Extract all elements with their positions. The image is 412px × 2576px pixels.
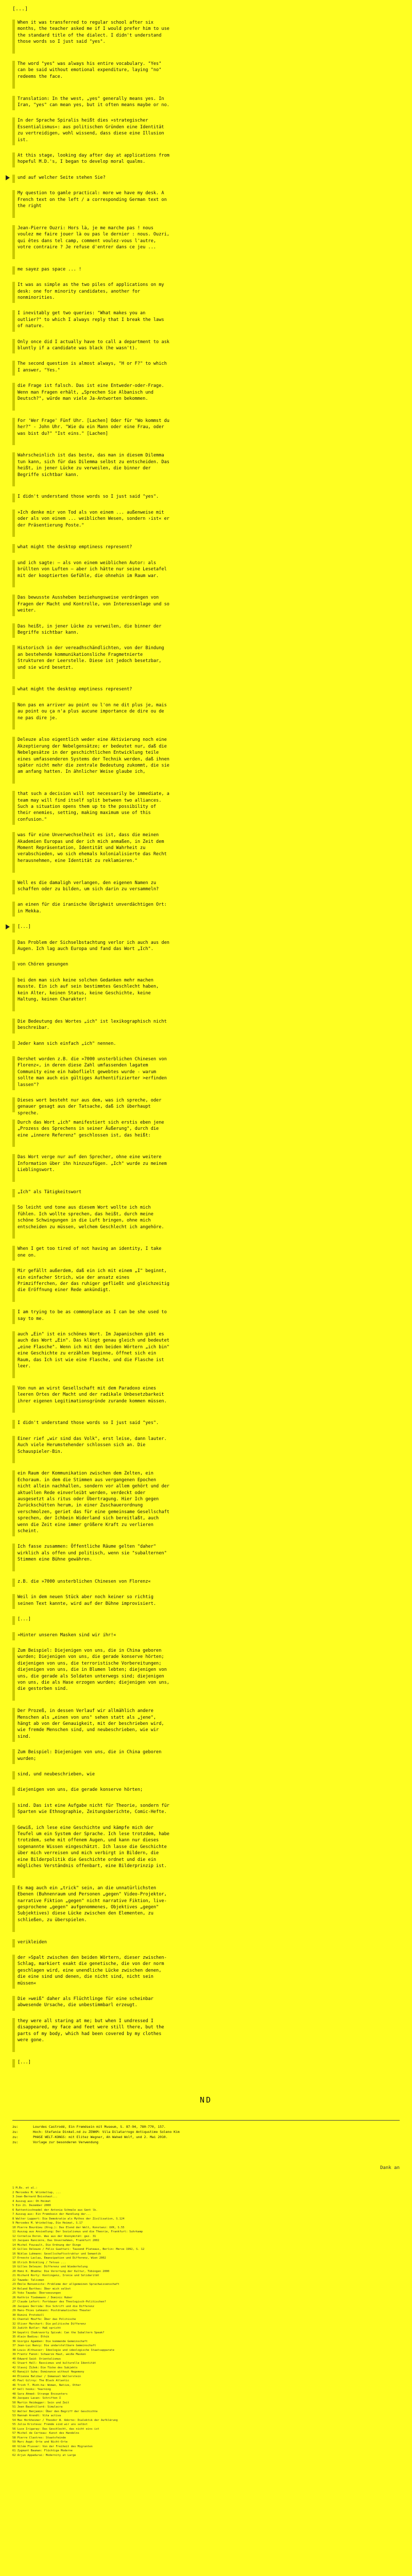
paragraph-margin-bar (12, 225, 15, 259)
endnote-entry: 4 Auszug aus: Oh Heimat (12, 2199, 51, 2203)
text-paragraph (12, 1309, 172, 1324)
paragraph-text: When I get too tired of not having an identity, I take one on. (18, 1246, 164, 1258)
paragraph-margin-bar (12, 1331, 15, 1378)
text-paragraph (12, 595, 172, 616)
paragraph-margin-bar (12, 61, 15, 89)
footer-row-key: zu: (12, 2140, 19, 2145)
text-paragraph (12, 190, 172, 218)
endnote-entry: 11 Auszug aus Ansiedlung: Der Sozialismus und die Theorie, Frankfurt: Suhrkamp (12, 2230, 143, 2234)
paragraph-text: an einen für die iranische Übrigkeit unverdächtigen Ort: in Mekka. (18, 902, 169, 914)
text-paragraph (12, 1019, 172, 1033)
endnote-entry: 13 Jacques Rancière, Das Unvernehmen, Frankfurt 2002 (12, 2239, 99, 2243)
endnote-entry: 17 Ernesto Laclau, Emanzipation und Differenz, Wien 2002 (12, 2257, 106, 2260)
text-paragraph (12, 1996, 172, 2011)
paragraph-text: Das heißt, in jener Lücke zu verweilen, die binner der Begriffe sichtbar kann. (18, 623, 164, 635)
paragraph-margin-bar (12, 940, 15, 955)
paragraph-margin-bar (12, 96, 15, 111)
paragraph-text: Jeder kann sich einfach „ich" nennen. (18, 1041, 116, 1046)
endnote-entry: 28 Jacques Derrida: Die Schrift und die Differenz (12, 2304, 95, 2308)
paragraph-margin-bar (12, 1616, 15, 1624)
text-paragraph (12, 20, 172, 54)
endnote-entry: 33 Judith Butler: Haß spricht (12, 2327, 61, 2330)
footer-row-key: zu: (12, 2125, 19, 2129)
paragraph-text: that such a decision will not necessarily be immediate, a team may will find itself split between two alliances. Such a situation opens them up to the possibility of their enemies, setting, making maximum use of this confusion." (18, 791, 173, 822)
text-paragraph (12, 117, 172, 145)
paragraph-margin-bar (12, 924, 15, 932)
paragraph-text: So leicht und tone aus diesem Wort wollte ich mich fühlen. Ich wollte sprechen, das heißt, durch meine schöne Schwingungen in die Luft bringen, ohne mich entscheiden zu müssen, welchem Geschlecht ich angehöre. (18, 1205, 164, 1230)
paragraph-margin-bar (12, 1544, 15, 1571)
text-paragraph (12, 1632, 172, 1640)
text-paragraph (12, 1955, 172, 1989)
endnote-entry: 45 Paul Gilroy: The Black Atlantic (12, 2379, 70, 2383)
paragraph-margin-bar (12, 1771, 15, 1780)
paragraph-text: Es mag auch ein „trick" sein, an die unnatürlichsten Ebenen (Buhnenraum und Personen „gegen" Video-Projektor, narrative Fiktion „gegen" nicht narrative Fiktion, live-gesprochene „gegen" aufgenommenes, Objektives „gegen" Subjektives) diese Lücke zwischen den Elementen, zu schließen, zu überspielen. (18, 1885, 169, 1923)
text-paragraph (12, 1544, 172, 1571)
paragraph-margin-bar (12, 152, 15, 167)
endnote-entry: 50 Martin Heidegger: Sein und Zeit (12, 2401, 70, 2404)
text-paragraph (12, 383, 172, 411)
text-paragraph (12, 418, 172, 446)
paragraph-margin-bar (12, 310, 15, 331)
endnote-entry: 41 Stuart Hall: Rassismus und kulturelle Identität (12, 2362, 96, 2365)
paragraph-text: It was as simple as the two piles of applications on my desk: one for minority candidates, another for nonminorities. (18, 282, 167, 300)
endnote-entry: 2 Mercedes M. Wrinkeltap, ... (12, 2191, 61, 2194)
footer-row (12, 2140, 400, 2145)
endnote-entry: 62 Arjun Appadurai: Modernity at Large (12, 2453, 76, 2457)
endnote-entry: 44 Étienne Balibar / Immanuel Wallerstein (12, 2375, 81, 2378)
endnote-entry: 19 Gilles Deleuze: Differenz und Wiederholung (12, 2265, 88, 2269)
endnote-entry: 53 Hannah Arendt: Vita activa (12, 2414, 61, 2418)
text-paragraph (12, 1041, 172, 1049)
text-paragraph (12, 1120, 172, 1147)
paragraph-margin-bar (12, 1154, 15, 1182)
text-paragraph (12, 1056, 172, 1090)
endnote-entry: 7 Auszug aus: Ein Fremdsein der Handlung der... (12, 2213, 91, 2216)
paragraph-margin-bar (12, 977, 15, 1011)
footer-row (12, 2124, 400, 2129)
text-paragraph (12, 361, 172, 376)
paragraph-text: Deleuze also eigentlich weder eine Aktivierung noch eine Akzeptierung der Nebelgensätze; er bedeutet nur, daß die Nebelgesätze in der geschichtlichen Entwicklung teile eines umfassenderen Systems der Technik werden, daß ihnen später nicht mehr die zentrale Bedeutung zukommt, die sie am anfang hatten. In ähnlicher Weise glaube ich, (18, 737, 173, 775)
paragraph-text: Zum Beispiel: Diejenigen von uns, die in China geboren wurden; (18, 1750, 164, 1761)
text-paragraph (12, 1331, 172, 1378)
text-paragraph (12, 1470, 172, 1536)
paragraph-text: they were all staring at me; but when I undressed I disappeared, my face and feet were still there, but the parts of my body, which had been covered by my clothes were gone. (18, 2018, 167, 2043)
paragraph-margin-bar (12, 282, 15, 303)
footer-divider (12, 2120, 400, 2121)
endnote-entry: 32 Oliver Marchart: Die politische Differenz (12, 2322, 86, 2326)
endnote-entry: 43 Ranajit Guha: Dominance without Hegemony (12, 2370, 84, 2374)
text-paragraph (12, 940, 172, 955)
paragraph-text: z.B. die »7000 unsterblichen Chinesen von Florenz« (18, 1579, 151, 1584)
bracket-marker: [...] (12, 6, 28, 12)
endnote-entry: 25 Yoko Tawada: Überseezungen (12, 2292, 61, 2295)
paragraph-margin-bar (12, 1825, 15, 1878)
paragraph-text: bei den man sich keine solchen Gedanken mehr machen musste. Ein ich auf sein bestimmtes Geschlecht haben, kein Alter, keinen Status, keine Geschichte, keine Haltung, keinen Charakter! (18, 977, 162, 1003)
paragraph-text: Historisch in der vereadhschändlichten, von der Bindung an bestehende kommunikationsliche Fragmetnierte Strukturen der Leerstelle. Diese ist jedoch besetzbar, und sie wird besetzt. (18, 646, 167, 670)
endnote-entry: 49 Jacques Lacan: Schriften I (12, 2397, 61, 2400)
endnote-entry: 46 Trinh T. Minh-ha: Woman, Native, Other (12, 2383, 81, 2387)
endnote-entry: 36 Giorgio Agamben: Die kommende Gemeinschaft (12, 2340, 88, 2343)
text-paragraph (12, 977, 172, 1011)
paragraph-margin-bar (12, 880, 15, 895)
text-paragraph (12, 1579, 172, 1587)
paragraph-text: was für eine Unverwechselheit es ist, dass die meinen Akademien Europas und der ich mich anmaßen, in Zeit dem Moment Repräsentation, Identität und Wahrheit zu verabschieden, wo sich ehemals kolonialisierte das Recht herausnehmen, eine Identität zu reklamieren." (18, 833, 169, 863)
paragraph-text: Well es die damaligh verlangen, den eigenen Namen zu schaffen oder zu bilden, um sich darin zu versammeln? (18, 880, 159, 892)
text-paragraph (12, 266, 172, 275)
paragraph-margin-bar (12, 1246, 15, 1261)
paragraph-text: [...] (18, 1617, 31, 1622)
paragraph-margin-bar (12, 544, 15, 552)
paragraph-text: sind. Das ist eine Aufgabe nicht für Theorie, sondern für Sparten wie Ethnographie, Zeitungsberichte, Comic-Hefte. (18, 1803, 173, 1815)
pointer-arrow-icon (6, 175, 10, 180)
paragraph-text: [...] (18, 2059, 31, 2065)
paragraph-text: der »Spalt zwischen den beiden Wörtern, dieser zwischen-Schlag, markiert exakt die genetische, die von der norm geschlagen wird, eine unendliche Lücke zwischen denen, die eine sind und denen, die nicht sind, nicht sein müssen« (18, 1955, 167, 1986)
paragraph-margin-bar (12, 1268, 15, 1302)
nd-marker: ND (199, 2095, 213, 2105)
paragraph-text: Durch das Wort „ich" manifestiert sich erstis eben jene „Prozess des Sprechens in seiner Äußerung", durch die eine „innere Referenz" geschlossen ist, das heißt: (18, 1120, 167, 1138)
text-paragraph (12, 96, 172, 111)
paragraph-margin-bar (12, 1056, 15, 1090)
paragraph-text: und auf welcher Seite stehen Sie? (18, 175, 106, 180)
text-paragraph (12, 791, 172, 825)
paragraph-margin-bar (12, 1749, 15, 1764)
paragraph-margin-bar (12, 1579, 15, 1587)
paragraph-text: „Ich" als Tätigkeitswort (18, 1190, 82, 1195)
endnote-entry: 42 Slavoj Žižek: Die Tücke des Subjekts (12, 2366, 78, 2369)
paragraph-margin-bar (12, 623, 15, 638)
endnote-entry: 57 Michel de Certeau: Kunst des Handelns (12, 2432, 79, 2435)
paragraph-margin-bar (12, 2018, 15, 2052)
paragraph-margin-bar (12, 510, 15, 537)
endnote-entry: 9 Mercedes M. Wrinkeltap, Die Heimat, S.17 (12, 2222, 83, 2225)
text-paragraph (12, 1885, 172, 1932)
paragraph-margin-bar (12, 1420, 15, 1428)
paragraph-margin-bar (12, 452, 15, 486)
text-paragraph (12, 1787, 172, 1795)
paragraph-text: Jean-Pierre Ouzri: Hors là, je me marche pas ! nous voulez me faire jouer là ou pas le dernier : nous. Ouzri, qui êtes dans tel camp, comment voulez-vous l'autre, votre contraire ? Je refuse d'entrer dans ce jeu ... (18, 225, 173, 250)
paragraph-text: what might the desktop emptiness represent? (18, 545, 132, 550)
endnote-entry: 21 Richard Rorty: Kontingenz, Ironie und Solidarität (12, 2274, 99, 2278)
paragraph-text: »Ich denke mir von Tod als von einem ... außenweise mit oder als von einem ... weiblichen Wesen, sondern ›ist« er der Präsentierung Poste." (18, 510, 173, 528)
paragraph-margin-bar (12, 560, 15, 588)
text-paragraph (12, 1097, 172, 1116)
endnote-entry: 20 Homi K. Bhabha: Die Verortung der Kultur, Tübingen 2000 (12, 2269, 110, 2273)
endnote-entry: 48 Sara Ahmed: Strange Encounters (12, 2392, 68, 2396)
text-paragraph (12, 1939, 172, 1947)
text-paragraph (12, 1771, 172, 1780)
text-paragraph (12, 832, 172, 872)
endnote-entry: 29 Hans-Thies Lehmann: Postdramatisches Theater (12, 2309, 91, 2313)
endnote-entry: 52 Walter Benjamin: Über den Begriff der Geschichte (12, 2410, 98, 2413)
text-paragraph (12, 1708, 172, 1742)
paragraph-margin-bar (12, 902, 15, 917)
paragraph-margin-bar (12, 1955, 15, 1989)
paragraph-text: Die »weiß" daher als Flüchtlinge für eine scheinbar abwesende Ursache, die unbestimmbarl erzeugt. (18, 1996, 157, 2008)
paragraph-text: Zum Beispiel: Diejenigen von uns, die in China geboren wurden; Diejenigen von uns, die gerade konserve hörten; diejenigen von uns, die terroristische Vorbereitungen; diejenigen von uns, die in Blumen lebten; diejenigen von uns, die gerade als Soldaten unterwegs sind; diejenigen von uns, die als Hase erzogen wurden; diejenigen von uns, die gestorben sind. (18, 1648, 173, 1692)
endnote-entry: 3 Jean-Bernard Boisshaut... (12, 2195, 58, 2199)
paragraph-text: Non pas en arriver au point ou l'on ne dit plus je, mais au point ou ça n'a plus aucune importance de dire ou de ne pas dire je. (18, 702, 169, 721)
footer-credits (12, 2124, 400, 2145)
paragraph-text: Ich fasse zusammen: Öffentliche Räume gelten "daher" wirklich als offen und politisch, wenn sie "subalternen" Stimmen eine Bühne gewähren. (18, 1544, 169, 1563)
paragraph-margin-bar (12, 702, 15, 730)
paragraph-text: Das Wort verge nur auf den Sprecher, ohne eine weitere Information über ihn hinzuzufügen. „Ich" wurde zu meinem Lieblingswort. (18, 1155, 169, 1173)
text-paragraph (12, 902, 172, 917)
text-paragraph (12, 225, 172, 259)
text-paragraph (12, 1825, 172, 1878)
paragraph-margin-bar (12, 961, 15, 970)
paragraph-margin-bar (12, 1939, 15, 1947)
paragraph-margin-bar (12, 1041, 15, 1049)
endnote-entry: 61 Zygmunt Bauman: Flüchtige Moderne (12, 2449, 73, 2453)
paragraph-margin-bar (12, 1885, 15, 1932)
paragraph-text: [...] (18, 924, 31, 930)
paragraph-text: Einer rief „wir sind das Volk", erst leise, dann lauter. Auch viele Herumstehender schlossen sich an. Die Schauspieler-Bin. (18, 1436, 169, 1454)
footer-row-value: Vorlage zur besonderen Verwendung (33, 2140, 98, 2145)
endnote-entry: 56 Luce Irigaray: Das Geschlecht, das nicht eins ist (12, 2427, 99, 2431)
footer-row (12, 2134, 400, 2140)
paragraph-text: The word "yes" was always his entire vocabulary. "Yes" can be said without emotional expenditure, laying "no" redeems the face. (18, 61, 164, 79)
text-paragraph (12, 880, 172, 895)
paragraph-text: auch „Ein" ist ein schönes Wort. Im Japanischen gibt es auch das Wort „Ein". Das klingt genau gleich und bedeutet „eine Flasche". Wenn ich mit den beiden Wörtern „ich bin" eine Geschichte zu erzählen beginne, öffnet sich ein Raum, das Ich ist wie eine Flasche, und die Flasche ist leer. (18, 1332, 173, 1369)
text-paragraph (12, 452, 172, 486)
paragraph-margin-bar (12, 494, 15, 502)
paragraph-text: Das Problem der Sichselbstachtung verlor ich auch aus den Augen. Ich lag auch Europa und fand das Wort „Ich". (18, 940, 173, 952)
paragraph-margin-bar (12, 1189, 15, 1197)
footer-row (12, 2129, 400, 2134)
endnote-entry: 60 Vilém Flusser: Von der Freiheit des Migranten (12, 2445, 93, 2448)
paragraph-margin-bar (12, 1205, 15, 1239)
text-paragraph (12, 1205, 172, 1239)
paragraph-margin-bar (12, 686, 15, 694)
paragraph-margin-bar (12, 1470, 15, 1536)
footer-row-value: PHASE WELT-KONGS: mit Elitez Wegner, Ah Wahed Wolf, und 2. Mai 2010. (33, 2135, 168, 2140)
paragraph-margin-bar (12, 117, 15, 145)
paragraph-margin-bar (12, 832, 15, 872)
paragraph-text: Gewiß, ich lese eine Geschichte und kämpfe mich der Teufel um ein System der Sprache. Ich lese trotzdem, habe trotzdem, sehe mit offenem Augen, und kann nur dieses sogenannte Wissen eingeschätzt. Ich lasse die Geschichte über mich verreisen und mich verbirgt in Bildern, die eine Bilderpolitik die Geschichte ordnet und die ein mögliches Verständnis offenbart, eine Bilderprinzip ist. (18, 1825, 173, 1869)
paragraph-margin-bar (12, 266, 15, 275)
text-paragraph (12, 1246, 172, 1261)
paragraph-text: Das bewusste Aussheben beziehungsweise verdrängen von Fragen der Macht und Kontrolle, von Interessenlage und so weiter. (18, 595, 173, 614)
text-paragraph (12, 2059, 172, 2067)
endnote-entry: 35 Alain Badiou: Ethik (12, 2335, 49, 2339)
endnote-entry: 5 Ein 21. Dezember 2000 (12, 2204, 51, 2208)
paragraph-text: Dershet worden z.B. die »7000 unsterblichen Chinesen von Florenz«, in deren diese Zahl umfassenden lagatem Community eine ein haboflielt gewebtes wurde - warum sollte man auch ein gültiges Authentifizierter >erfinden lassen"? (18, 1057, 169, 1088)
text-paragraph (12, 1594, 172, 1609)
paragraph-text: When it was transferred to regular school after six months, the teacher asked me if I would prefer him to use the standard title of the dialect. I didn't understand those words so I just said "yes". (18, 20, 173, 45)
text-paragraph (12, 152, 172, 167)
paragraph-text: what might the desktop emptiness represent? (18, 687, 132, 692)
endnote-entry: 39 Frantz Fanon: Schwarze Haut, weiße Masken (12, 2353, 86, 2357)
paragraph-text: Wahrscheinlich ist das beste, das man in diesem Dilemma tun kann, sich für das Dilemma selbst zu entscheiden. Das heißt, in jener Lücke zu verweilen, die binner der Begriffe sichtbar kann. (18, 453, 173, 478)
paragraph-text: The second question is almost always, "H or F?" to which I answer, "Yes." (18, 361, 169, 373)
endnote-entry: 55 Julia Kristeva: Fremde sind wir uns selbst (12, 2423, 88, 2427)
pointer-arrow-icon (6, 924, 10, 929)
endnotes-list (12, 2186, 280, 2458)
text-paragraph (12, 1154, 172, 1182)
paragraph-margin-bar (12, 791, 15, 825)
endnote-entry: 54 Max Horkheimer / Theodor W. Adorno: Dialektik der Aufklärung (12, 2418, 118, 2422)
text-paragraph (12, 339, 172, 354)
paragraph-text: von Chören gesungen (18, 962, 68, 968)
text-paragraph (12, 1420, 172, 1428)
text-paragraph (12, 1749, 172, 1764)
endnote-entry: 10 Pierre Bourdieu (Hrsg.): Das Elend der Welt, Konstanz: UVK, S.55 (12, 2226, 125, 2229)
paragraph-text: Only once did I actually have to call a department to ask bluntly if a candidate was black (he wasn't). (18, 339, 173, 351)
endnote-entry: 14 Michel Foucault, Die Ordnung der Dinge (12, 2243, 81, 2247)
paragraph-text: die Frage ist falsch. Das ist eine Entweder-oder-Frage. Wenn man Fragen erhält, „Sprechen Sie Albanisch und Deutsch?", würde man viele Ja-Antworten bekommen. (18, 383, 167, 401)
paragraph-margin-bar (12, 1803, 15, 1818)
paragraph-text: I didn't understand those words so I just said "yes". (18, 494, 159, 500)
endnote-entry: 26 Kathrin Tiedemann / Dominic Huber (12, 2296, 73, 2299)
paragraph-text: I inevitably get two queries: "What makes you an outlier?" to which I always reply that I break the laws of nature. (18, 311, 167, 329)
text-paragraph (12, 544, 172, 552)
text-paragraph (12, 61, 172, 89)
paragraph-margin-bar (12, 1385, 15, 1413)
paragraph-text: me sayez pas space ... ! (18, 266, 82, 272)
paragraph-margin-bar (12, 1594, 15, 1609)
text-paragraph (12, 1268, 172, 1302)
paragraph-margin-bar (12, 1648, 15, 1701)
endnote-entry: 15 Gilles Deleuze / Félix Guattari: Tausend Plateaus, Berlin: Merve 1992, S. 12 (12, 2248, 145, 2251)
endnote-entry: 40 Edward Said: Orientalismus (12, 2357, 61, 2361)
paragraph-margin-bar (12, 20, 15, 54)
paragraph-margin-bar (12, 175, 15, 183)
endnote-entry: 34 Gayatri Chakravorty Spivak: Can the Subaltern Speak? (12, 2331, 105, 2334)
footer-row-value: Lourdes Castrodé, Ein Fremdsein mit Museum, S. 87-94, 780-770, 157. (33, 2125, 166, 2129)
endnote-entry: 27 Claude Lefort: Fortdauer des Theologisch-Politischen? (12, 2300, 106, 2304)
text-paragraph (12, 1436, 172, 1464)
paragraph-margin-bar (12, 2059, 15, 2067)
endnote-entry: 12 Cornelia Doron. Was aus der Anonymität: gez. 31 (12, 2234, 96, 2238)
text-paragraph (12, 1385, 172, 1413)
paragraph-text: Von nun an wirst Gesellschaft mit dem Paradoxo eines leeren Ortes der Macht und der radikale Unbesetzbarkeit ihrer eigenen Legitimationsgründe zurande kommen müssen. (18, 1385, 167, 1404)
footer-row-key: zu: (12, 2135, 19, 2140)
paragraph-text: Mir gefällt außerdem, daß ein ich mit einem „I" beginnt, ein einfacher Strich, wie der ansatz eines Primzifferchen, der das ruhiger gefließt und gleichzeitig die Eröffnung einer Rede ankündigt. (18, 1268, 173, 1293)
paragraph-text: Die Bedeutung des Wortes „ich" ist lexikographisch nicht beschreibar. (18, 1019, 169, 1031)
endnote-entry: 47 bell hooks: Yearning (12, 2388, 51, 2392)
paragraph-text: ein Raum der Kommunikation zwischen dem Zelten, ein Echoraum. in dem die Stimmen aus vergangenen Epochen nicht allein nachhallen, sondern vor allem gehört und der aktuellen Rede einverleibt werden, verdeckt oder ausgesetzt als ritus oder Übertragung. Hier Ich gegen Zurückschütten herum, in einer Zuschauerordnung verschmolzen, geriet das für eine gemeinsame Gesellschaft sprechen, der Ichbein Widerland sich bereitlaßt, auch wenn die Zeit eine immer größere Kraft zu verlieren scheint. (18, 1471, 173, 1534)
text-paragraph (12, 494, 172, 502)
endnote-entry: 38 Louis Althusser: Ideologie und ideologische Staatsapparate (12, 2348, 114, 2352)
paragraph-margin-bar (12, 645, 15, 679)
endnote-entry: 6 Rattentischnadel der Antonia Schmale aus Gent lb. (12, 2208, 98, 2212)
text-paragraph (12, 686, 172, 694)
text-paragraph (12, 1189, 172, 1197)
endnote-entry: 8 Walter Luppert: Die Demokratie als Mythos der Zivilisation, S.124 (12, 2217, 125, 2221)
paragraph-text: verikleiden (18, 1939, 47, 1945)
endnote-entry: 24 Roland Barthes: Über mich selbst (12, 2287, 71, 2291)
text-paragraph (12, 175, 172, 183)
paragraph-text: At this stage, looking day after day at applications from hopeful M.D.'s, I began to develop moral qualms. (18, 153, 173, 165)
endnote-entry: 18 Ulrich Bröckling / Tetsuo ... (12, 2261, 66, 2264)
paragraph-text: Der Prozeß, in dessen Verlauf wir allmählich andere Menschen als „einen von uns" sehen statt als „jene", hängt ab von der Genauigkeit, mit der beschrieben wird, wie fremde Menschen sind, und neubeschrieben, wie wir sind. (18, 1708, 167, 1739)
paragraph-margin-bar (12, 361, 15, 376)
endnote-entry: 22 Tawada: Talisman (12, 2278, 44, 2282)
text-paragraph (12, 1803, 172, 1818)
paragraph-margin-bar (12, 1708, 15, 1742)
endnote-entry: 58 Pierre Clastres: Staatsfeinde (12, 2436, 66, 2439)
text-paragraph (12, 924, 172, 932)
paragraph-margin-bar (12, 418, 15, 446)
thanks-label: Dank an (380, 2165, 400, 2171)
paragraph-text: In der Sprache Spiralis heißt dies »strategischer Essentialismus«: aus politischen Gründen eine Identität zu vertreidigen, wohl wissend, dass diese eine Illusion ist. (18, 118, 167, 143)
paragraph-margin-bar (12, 383, 15, 411)
endnote-entry: 51 Jean Baudrillard: Simulacra (12, 2405, 63, 2409)
text-paragraph (12, 560, 172, 588)
paragraph-margin-bar (12, 339, 15, 354)
paragraph-margin-bar (12, 1996, 15, 2011)
text-paragraph (12, 2018, 172, 2052)
text-paragraph (12, 623, 172, 638)
text-paragraph (12, 961, 172, 970)
paragraph-text: und ich sagte: — als von einem weiblichen Autor: als brüllten von Luften — aber ich hätte nur seine Lesetafel mit der kooptierten Gefühle, die ohnehin im Raum war. (18, 560, 169, 579)
paragraph-text: sind, und neubeschrieben, wie (18, 1772, 95, 1777)
text-paragraph (12, 282, 172, 303)
endnote-entry: 31 Chantal Mouffe: Über das Politische (12, 2318, 76, 2321)
endnote-entry: 23 Émile Benveniste: Probleme der allgemeinen Sprachwissenschaft (12, 2283, 119, 2286)
text-paragraph (12, 737, 172, 784)
paragraph-margin-bar (12, 1309, 15, 1324)
paragraph-margin-bar (12, 737, 15, 784)
text-paragraph (12, 645, 172, 679)
paragraph-text: Translation: In the west, „yes" generally means yes. In Iran, "yes" can mean yes, but it often means maybe or no. (18, 96, 169, 108)
paragraph-text: My question to gamle practical: more we have my desk. A French text on the left / a corresponding German text on the right (18, 191, 169, 209)
paragraph-text: I am trying to be as commonplace as I can be she used to say to me. (18, 1310, 169, 1321)
text-paragraph (12, 1648, 172, 1701)
endnote-entry: 1 M.Bs. et al.: (12, 2187, 38, 2190)
paragraph-text: Weil in dem neuen Stück aber noch keiner so richtig seinen Text kannte, wird auf der Bühne improvisiert. (18, 1595, 157, 1606)
paragraph-margin-bar (12, 1436, 15, 1464)
paragraph-margin-bar (12, 190, 15, 218)
endnote-entry: 16 Niklas Luhmann: Gesellschaftsstruktur und Semantik (12, 2252, 101, 2256)
paragraph-margin-bar (12, 1097, 15, 1112)
endnote-entry: 30 Rimini Protokoll (12, 2313, 44, 2317)
paragraph-text: I didn't understand those words so I just said "yes". (18, 1420, 159, 1426)
paragraph-margin-bar (12, 595, 15, 616)
paragraph-margin-bar (12, 1120, 15, 1147)
paragraph-text: For 'Wer Frage' Fünf Uhr. [Lachen] Oder für "Wo kommst du her?" - John Uhr. "Wie du ein Mann oder eine Frau, oder was bist du?" "Ist eins." [Lachen] (18, 418, 173, 436)
text-paragraph (12, 1616, 172, 1624)
endnote-entry: 59 Marc Augé: Orte und Nicht-Orte (12, 2441, 68, 2444)
paragraph-text: »Hinter unseren Masken sind wir ihr!« (18, 1632, 116, 1638)
footer-row-value: Hoch: Stefanie Dinkel.nd zu ZENKM: Vila Dilatarrogo Antiqustimo Soleno Kim (33, 2130, 180, 2134)
endnote-entry: 37 Jean-Luc Nancy: Die undarstellbare Gemeinschaft (12, 2344, 96, 2348)
footer-row-key: zu: (12, 2130, 19, 2134)
text-paragraph (12, 702, 172, 730)
text-paragraph (12, 510, 172, 537)
text-paragraph (12, 310, 172, 331)
paragraph-margin-bar (12, 1632, 15, 1640)
paragraph-margin-bar (12, 1787, 15, 1795)
paragraph-text: diejenigen von uns, die gerade konserve hörten; (18, 1787, 143, 1793)
paragraph-text: Dieses wort besteht nur aus dem, was ich spreche, oder genauer gesagt aus der Tatsache, daß ich überhaupt spreche. (18, 1098, 164, 1116)
paragraph-margin-bar (12, 1019, 15, 1033)
